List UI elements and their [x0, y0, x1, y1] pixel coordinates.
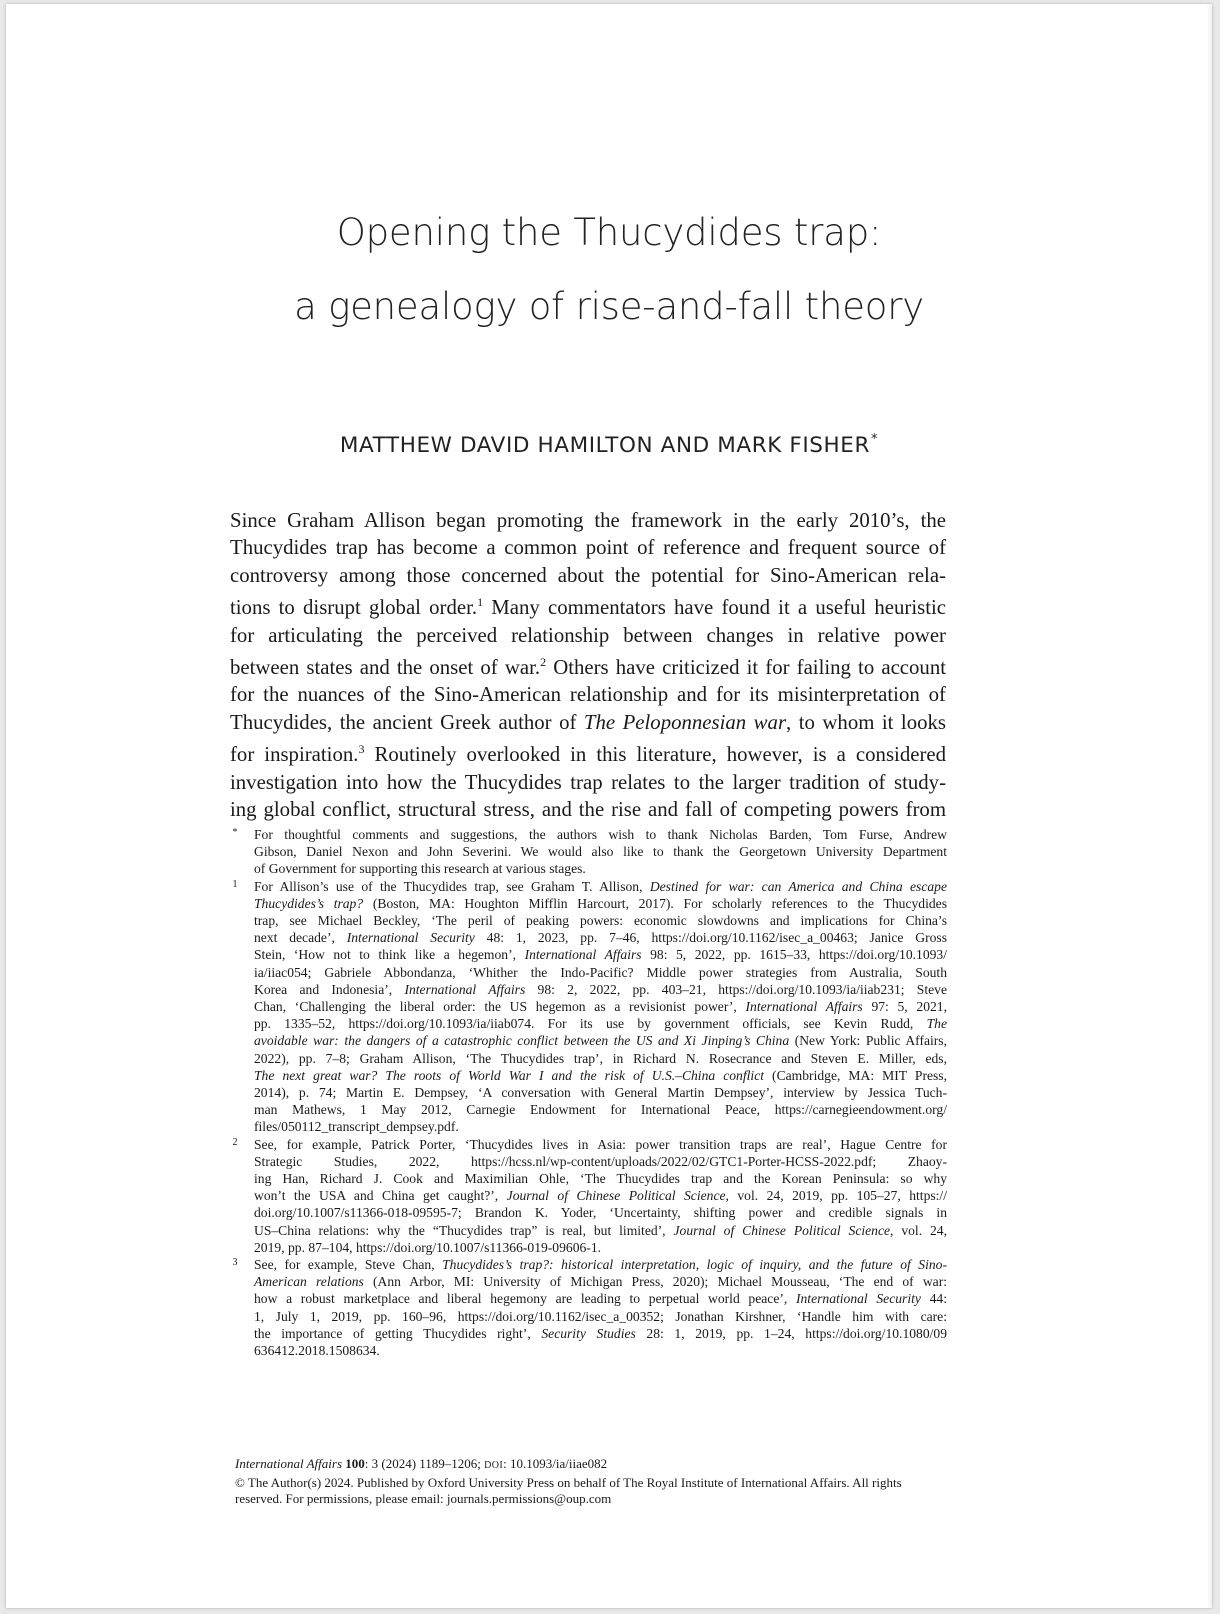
- footnote-2: 2 See, for example, Patrick Porter, ‘Thucydides lives in Asia: power transition traps are real’, Hague Centre for Strategic Studies, 2022, https://hcss.nl/wp-content/uploads/2022/02/GTC1-Porter-HCSS-2022.pdf; Zhaoy- ing Han, Richard J. Cook and Maximilian Ohle, ‘The Thucydides trap and the Korean Peninsula: so why won’t the USA and China get caught?’, Journal of Chinese Political Science, vol. 24, 2019, pp. 105–27, https:// doi.org/10.1007/s11366-018-09595-7; Brandon K. Yoder, ‘Uncertainty, shifting power and credible signals in US–China relations: why the “Thucydides trap” is real, but limited’, Journal of Chinese Political Science, vol. 24, 2019, pp. 87–104, https://doi.org/10.1007/s11366-019-09606-1.: [228, 1136, 947, 1256]
- article-title: [6, 196, 1212, 344]
- citation-line: International Affairs 100: 3 (2024) 1189–1206; DOI: 10.1093/ia/iiae082: [235, 1456, 608, 1471]
- journal-footer: [235, 1456, 954, 1508]
- author-names: MATTHEW DAVID HAMILTON AND MARK FISHER: [339, 433, 871, 458]
- footnote-mark: *: [232, 827, 238, 838]
- body-line: tions to disrupt global order.$^1$ Many commentators have found it a useful heuristic: [230, 595, 946, 620]
- body-line: Thucydides trap has become a common point of reference and frequent source of: [230, 536, 946, 560]
- body-line: investigation into how the Thucydides trap relates to the larger tradition of study-: [230, 770, 946, 794]
- body-line: for articulating the perceived relationship between changes in relative power: [230, 623, 946, 647]
- footnote-mark: 2: [232, 1136, 238, 1148]
- body-line: Since Graham Allison began promoting the framework in the early 2010’s, the: [230, 509, 946, 532]
- body-line: between states and the onset of war.$^2$ Others have criticized it for failing to account: [230, 655, 946, 680]
- body-line: Thucydides, the ancient Greek author of The Peloponnesian war, to whom it looks: [230, 710, 947, 734]
- footnote-mark: 3: [232, 1257, 238, 1269]
- body-line: controversy among those concerned about the potential for Sino-American rela-: [230, 563, 946, 587]
- doi[interactable]: : 10.1093/ia/iiae082: [503, 1456, 608, 1471]
- permissions-line: reserved. For permissions, please email: journals.permissions@oup.com: [235, 1491, 612, 1506]
- body-paragraph: [230, 507, 946, 823]
- footnote-mark: 1: [232, 878, 238, 890]
- title-line-2: a genealogy of rise-and-fall theory: [294, 285, 924, 328]
- footnotes: [228, 826, 947, 1359]
- footnote-ref-2[interactable]: 2: [540, 655, 547, 670]
- page-edge-shadow: [1206, 4, 1212, 1608]
- body-line: ing global conflict, structural stress, and the rise and fall of competing powers from: [230, 798, 946, 822]
- footnote-3: 3 See, for example, Steve Chan, Thucydides’s trap?: historical interpretation, logic of inquiry, and the future of Sino- American relations (Ann Arbor, MI: University of Michigan Press, 2020); Michael Mousseau, ‘The end of war: how a robust marketplace and liberal hegemony are leading to perpetual world peace’, International Security 44: 1, July 1, 2019, pp. 160–96, https://doi.org/10.1162/isec_a_00352; Jonathan Kirshner, ‘Handle him with care: the importance of getting Thucydides right’, Security Studies 28: 1, 2019, pp. 1–24, https://doi.org/10.1080/09 636412.2018.1508634.: [228, 1256, 947, 1359]
- body-line: for the nuances of the Sino-American relationship and for its misinterpretation of: [230, 683, 946, 707]
- author-footnote-mark[interactable]: *: [871, 432, 879, 447]
- footnote-1: 1 For Allison’s use of the Thucydides trap, see Graham T. Allison, Destined for war: can America and China escape Thucydides’s trap? (Boston, MA: Houghton Mifflin Harcourt, 2017). For scholarly references to the Thucydides trap, see Michael Beckley, ‘The peril of peaking powers: economic slowdowns and implications for China’s next decade’, International Security 48: 1, 2023, pp. 7–46, https://doi.org/10.1162/isec_a_00463; Janice Gross Stein, ‘How not to think like a hegemon’, International Affairs 98: 5, 2022, pp. 1615–33, https://doi.org/10.1093/ ia/iiac054; Gabriele Abbondanza, ‘Whither the Indo-Pacific? Middle power strategies from Australia, South Korea and Indonesia’, International Affairs 98: 2, 2022, pp. 403–21, https://doi.org/10.1093/ia/iiab231; Steve Chan, ‘Challenging the liberal order: the US hegemon as a revisionist power’, International Affairs 97: 5, 2021, pp. 1335–52, https://doi.org/10.1093/ia/iiab074. For its use by government officials, see Kevin Rudd, The avoidable war: the dangers of a catastrophic conflict between the US and Xi Jinping’s China (New York: Public Affairs, 2022), pp. 7–8; Graham Allison, ‘The Thucydides trap’, in Richard N. Rosecrance and Steven E. Miller, eds, The next great war? The roots of World War I and the risk of U.S.–China conflict (Cambridge, MA: MIT Press, 2014), p. 74; Martin E. Dempsey, ‘A conversation with General Martin Dempsey’, interview by Jessica Tuch- man Mathews, 1 May 2012, Carnegie Endowment for International Peace, https://carnegieendowment.org/ files/050112_transcript_dempsey.pdf.: [228, 878, 947, 1136]
- title-line-1: Opening the Thucydides trap:: [336, 211, 882, 254]
- body-line: for inspiration.$^3$ Routinely overlooked in this literature, however, is a considered: [230, 742, 946, 767]
- author-line: [6, 432, 1212, 458]
- journal-name: International Affairs: [235, 1456, 343, 1471]
- footnote-ref-1[interactable]: 1: [477, 595, 484, 610]
- footnote-ref-3[interactable]: 3: [358, 742, 365, 757]
- paper-page: [6, 4, 1212, 1608]
- footnote-star: * For thoughtful comments and suggestions, the authors wish to thank Nicholas Barden, Tom Furse, Andrew Gibson, Daniel Nexon and John Severini. We would also like to thank the Georgetown University Department of Government for supporting this research at various stages.: [228, 826, 947, 878]
- copyright-line: © The Author(s) 2024. Published by Oxford University Press on behalf of The Royal Institute of International Affairs. All rights: [235, 1474, 902, 1490]
- journal-volume: 100: [345, 1456, 365, 1471]
